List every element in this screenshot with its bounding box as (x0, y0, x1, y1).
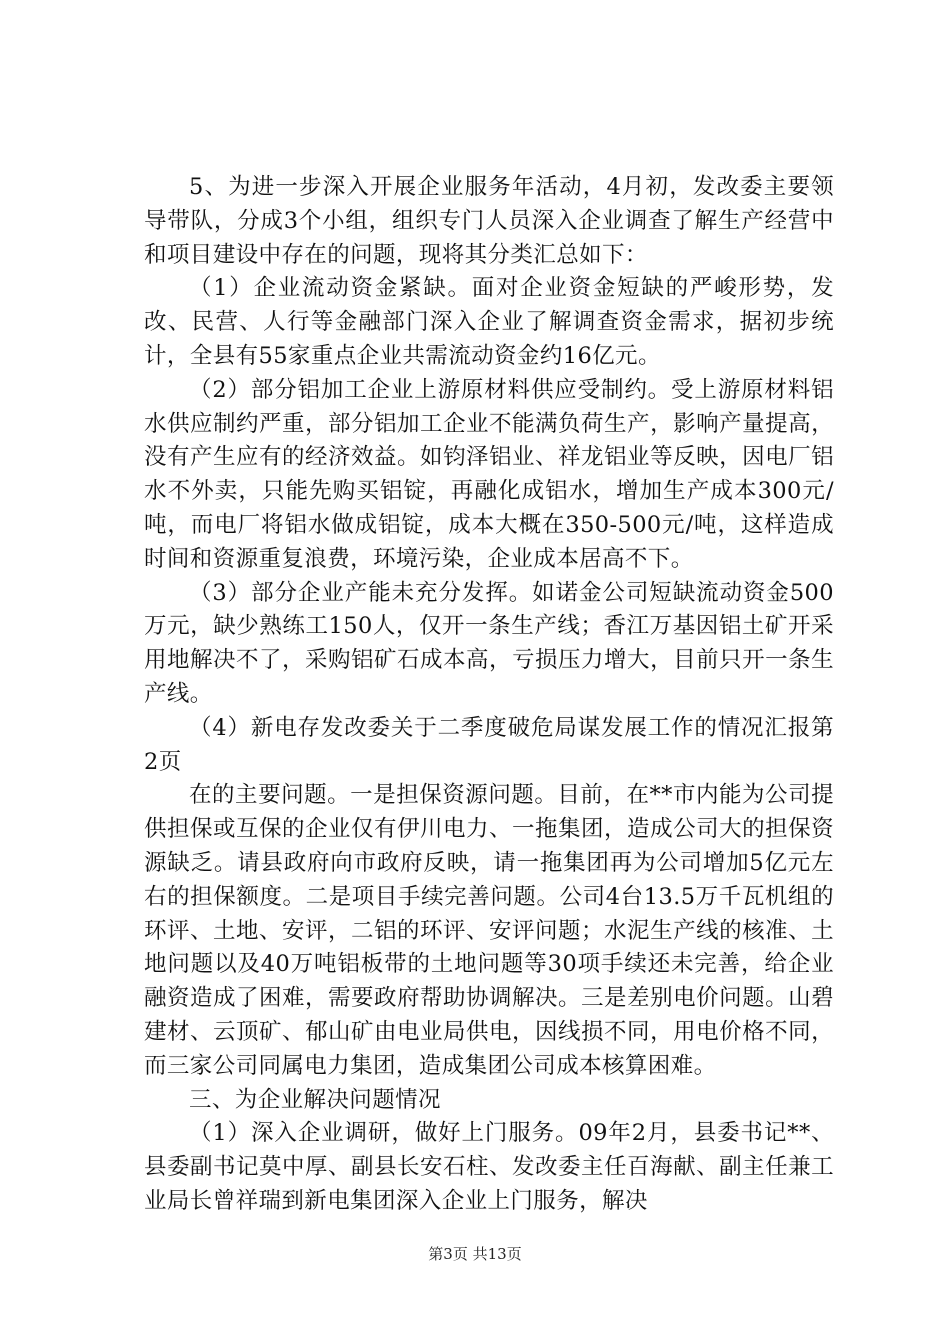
paragraph-field-research: （1）深入企业调研，做好上门服务。09年2月，县委书记**、县委副书记莫中厚、副县长安石柱、发改委主任百海献、副主任兼工业局长曾祥瑞到新电集团深入企业上门服务，解决 (144, 1120, 834, 1214)
paragraph-aluminum-supply: （2）部分铝加工企业上游原材料供应受制约。受上游原材料铝水供应制约严重，部分铝加工企业不能满负荷生产，影响产量提高，没有产生应有的经济效益。如钧泽铝业、祥龙铝业等反映，因电厂铝水不外卖，只能先购买铝锭，再融化成铝水，增加生产成本300元/吨，而电厂将铝水做成铝锭，成本大概在350-500元/吨，这样造成时间和资源重复浪费，环境污染，企业成本居高不下。 (144, 376, 834, 572)
page-footer: 第3页 共13页 (428, 1245, 522, 1263)
section-heading-solutions: 三、为企业解决问题情况 (189, 1086, 441, 1113)
document-body (144, 171, 834, 1219)
paragraph-main-problems: 在的主要问题。一是担保资源问题。目前，在**市内能为公司提供担保或互保的企业仅有伊川电力、一拖集团，造成公司大的担保资源缺乏。请县政府向市政府反映，请一拖集团再为公司增加5亿元左右的担保额度。二是项目手续完善问题。公司4台13.5万千瓦机组的环评、土地、安评，二铝的环评、安评问题；水泥生产线的核准、土地问题以及40万吨铝板带的土地问题等30项手续还未完善，给企业融资造成了困难，需要政府帮助协调解决。三是差别电价问题。山碧建材、云顶矿、郁山矿由电业局供电，因线损不同，用电价格不同，而三家公司同属电力集团，造成集团公司成本核算困难。 (144, 782, 834, 1079)
paragraph-capacity: （3）部分企业产能未充分发挥。如诺金公司短缺流动资金500万元，缺少熟练工150人，仅开一条生产线；香江万基因铝土矿开采用地解决不了，采购铝矿石成本高，亏损压力增大，目前只开一条生产线。 (144, 579, 834, 707)
paragraph-xindian-header: （4）新电存发改委关于二季度破危局谋发展工作的情况汇报第2页 (144, 714, 834, 775)
paragraph-working-capital: （1）企业流动资金紧缺。面对企业资金短缺的严峻形势，发改、民营、人行等金融部门深入企业了解调查资金需求，据初步统计，全县有55家重点企业共需流动资金约16亿元。 (144, 275, 834, 369)
paragraph-survey-intro: 5、为进一步深入开展企业服务年活动，4月初，发改委主要领导带队，分成3个小组，组织专门人员深入企业调查了解生产经营中和项目建设中存在的问题，现将其分类汇总如下： (144, 174, 834, 268)
